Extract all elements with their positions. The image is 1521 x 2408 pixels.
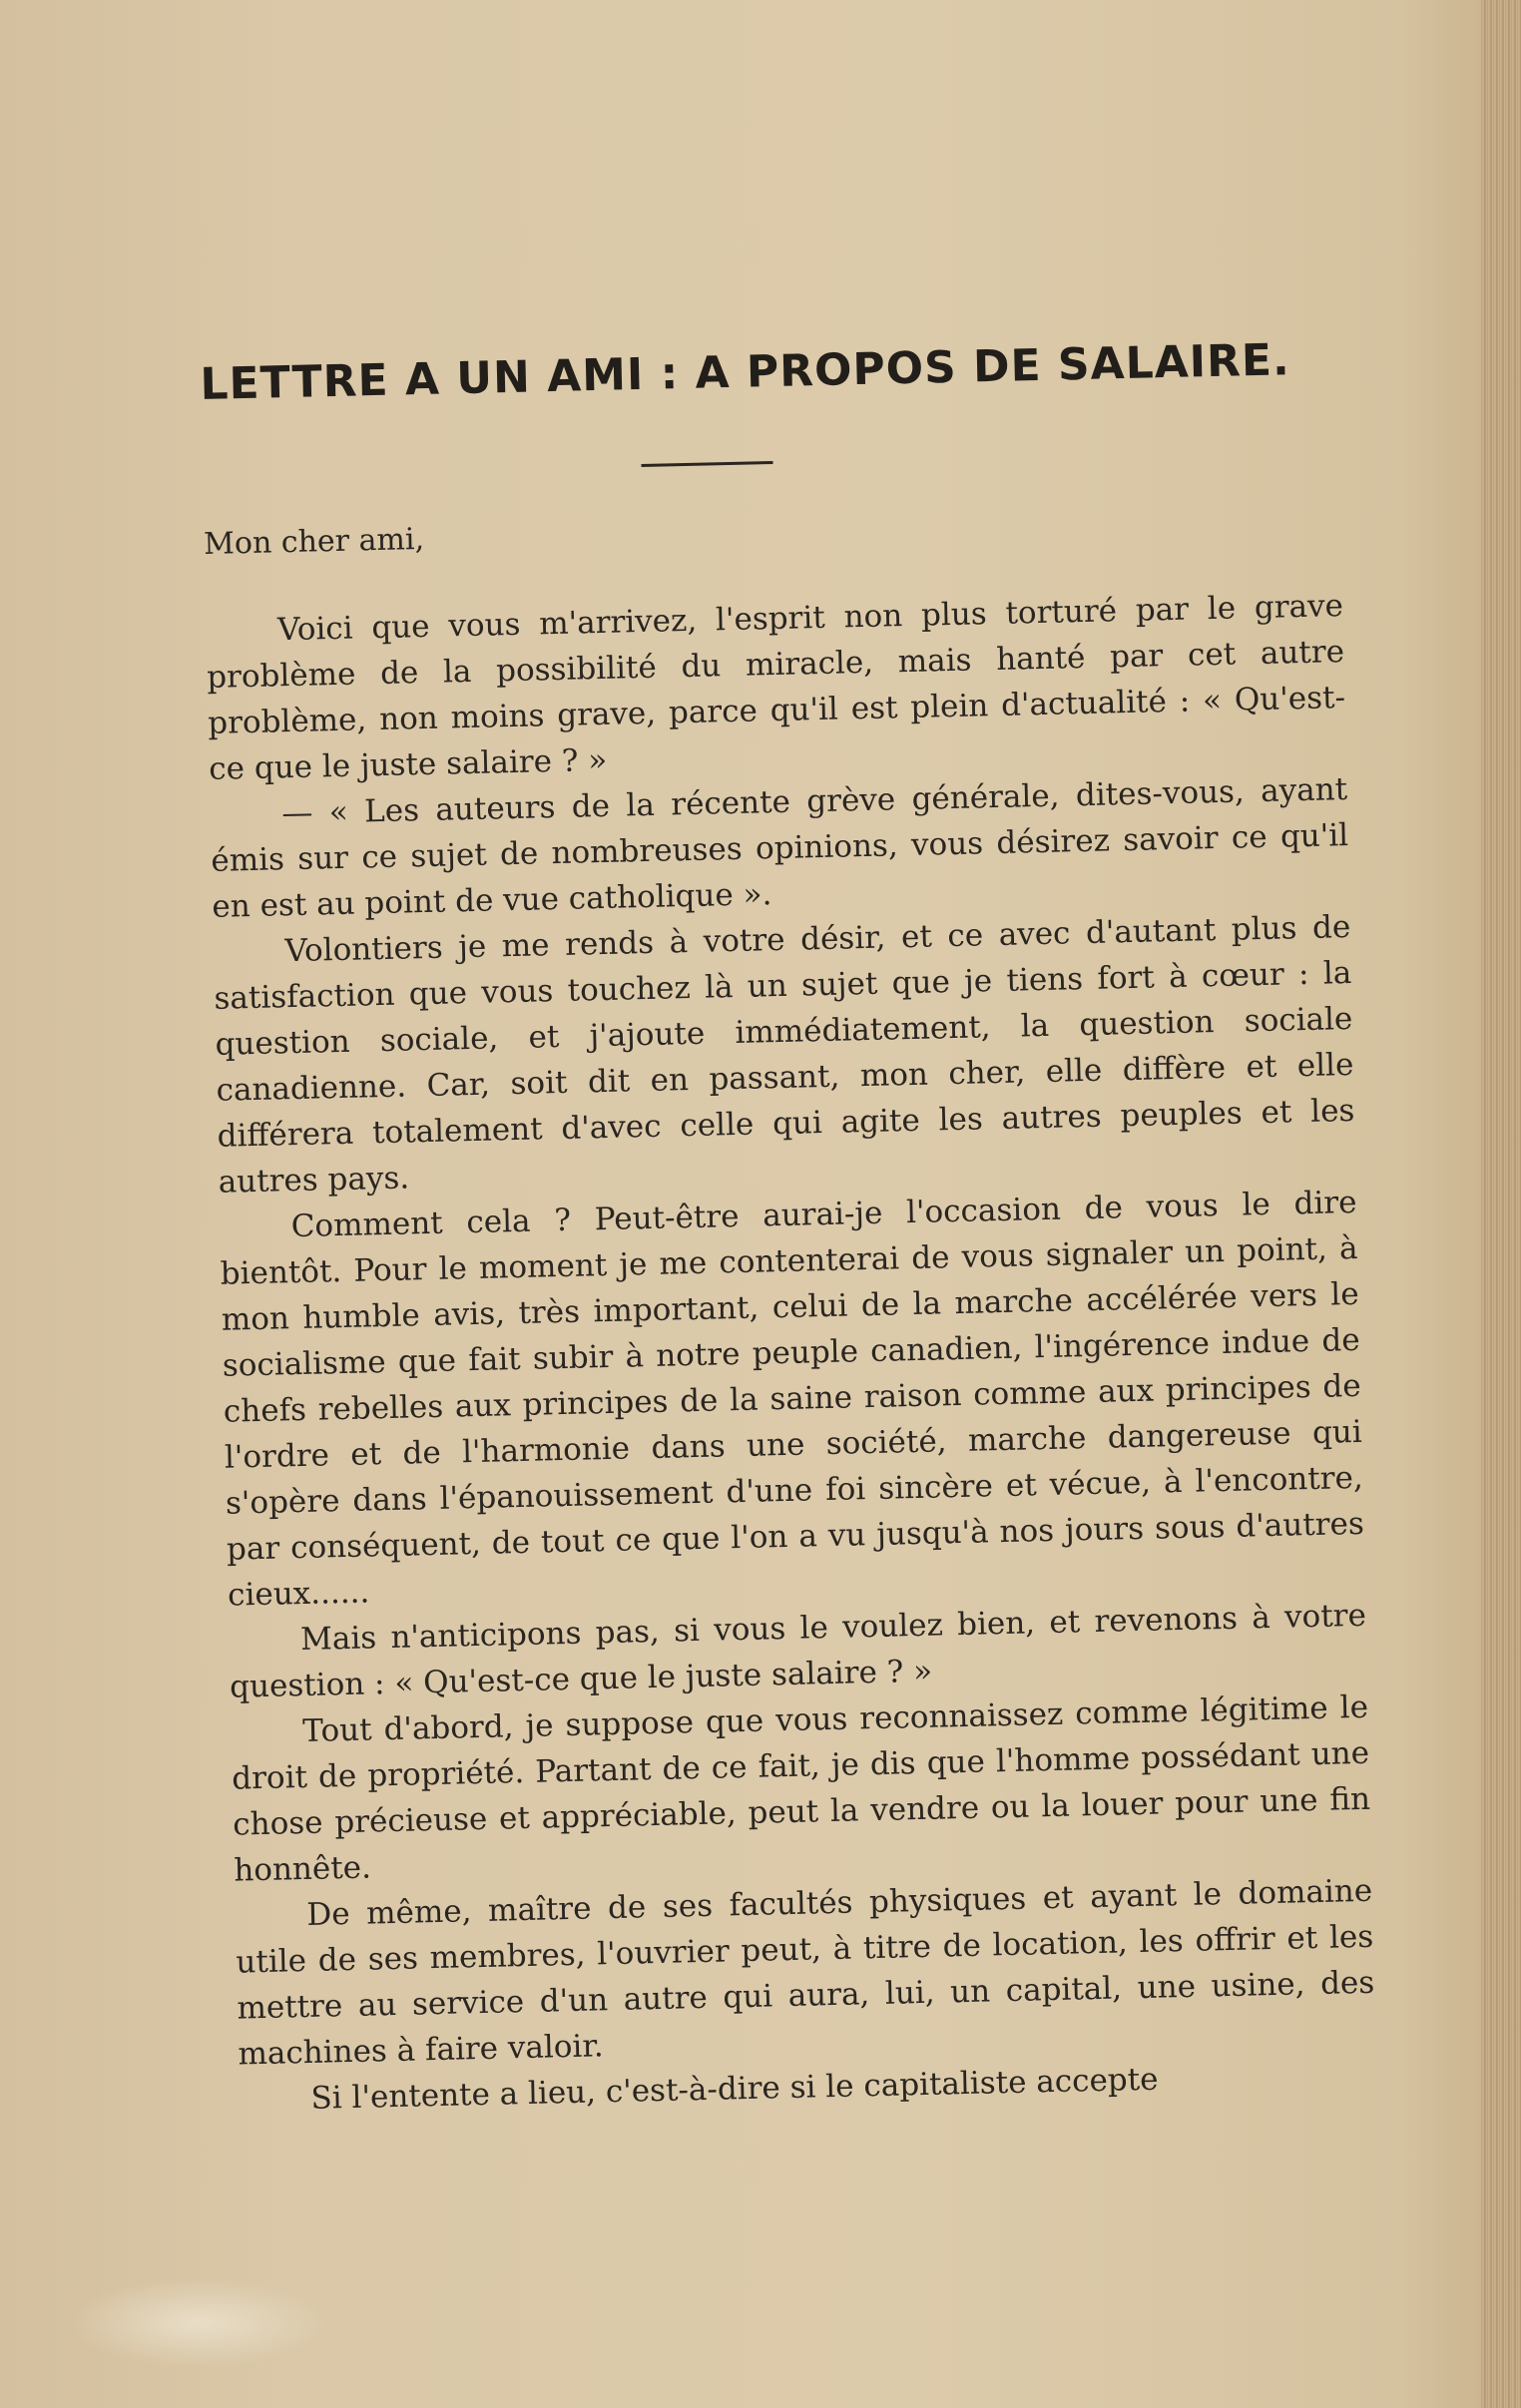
paragraph: Si l'entente a lieu, c'est-à-dire si le capitaliste accepte xyxy=(310,2061,1159,2117)
paragraph: Mais n'anticipons pas, si vous le voulez bien, et revenons à votre question : « Qu'est-ce que le juste salaire ? » xyxy=(229,1597,1367,1705)
salutation: Mon cher ami, xyxy=(203,521,425,562)
paragraph: Comment cela ? Peut-être aurai-je l'occasion de vous le dire bientôt. Pour le moment je me contenterai de vous signaler un point, à mon humble avis, très important, celui de la marche accélérée vers le socialisme que fait subir à notre peuple canadien, l'ingérence indue de chefs rebelles aux principes de la saine raison comme aux principes de l'ordre et de l'harmonie dans une société, marche dangereuse qui s'opère dans l'épanouissement d'une foi sincère et vécue, à l'encontre, par conséquent, de tout ce que l'on a vu jusqu'à nos jours sous d'autres cieux...... xyxy=(220,1184,1365,1614)
paper-stain xyxy=(70,2278,329,2368)
paragraph: Voici que vous m'arrivez, l'esprit non plus torturé par le grave problème de la possibilité du miracle, mais hanté par cet autre problème, non moins grave, parce qu'il est plein d'actualité : « Qu'est-ce que le juste salaire ? » xyxy=(206,588,1346,787)
page-title: LETTRE A UN AMI : A PROPOS DE SALAIRE. xyxy=(200,334,1291,410)
page-edge xyxy=(1481,0,1521,2408)
paragraph: Volontiers je me rends à votre désir, et ce avec d'autant plus de satisfaction que vous touchez là un sujet que je tiens fort à cœur : la question sociale, et j'ajoute immédiatement, la question sociale canadienne. Car, soit dit en passant, mon cher, elle diffère et elle différera totalement d'avec celle qui agite les autres peuples et les autres pays. xyxy=(214,908,1355,1201)
paragraph: — « Les auteurs de la récente grève générale, dites-vous, ayant émis sur ce sujet de nombreuses opinions, vous désirez savoir ce qu'il en est au point de vue catholique ». xyxy=(211,771,1349,925)
title-rule xyxy=(641,461,772,467)
paragraph: Tout d'abord, je suppose que vous reconnaissez comme légitime le droit de propriété. Partant de ce fait, je dis que l'homme possédant une chose précieuse et appréciable, peut la vendre ou la louer pour une fin honnête. xyxy=(231,1688,1371,1889)
letter-body xyxy=(206,583,1377,2123)
paragraph: De même, maître de ses facultés physiques et ayant le domaine utile de ses membres, l'ouvrier peut, à titre de location, les offrir et les mettre au service d'un autre qui aura, lui, un capital, une usine, des machines à faire valoir. xyxy=(236,1872,1375,2073)
page-content xyxy=(200,333,1377,2123)
